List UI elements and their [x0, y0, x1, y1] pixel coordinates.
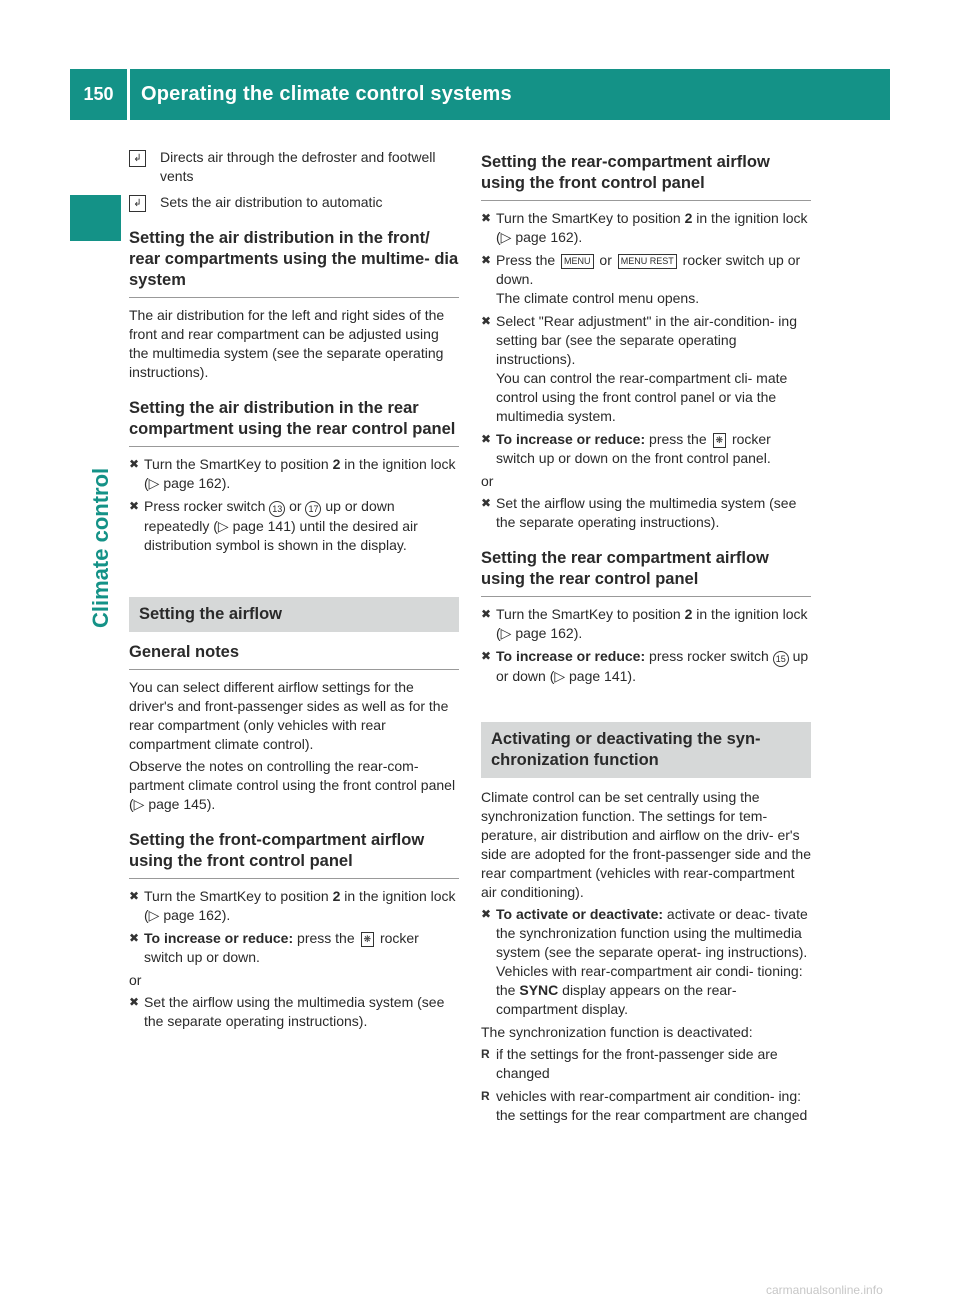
- step-text: Press rocker switch: [144, 498, 270, 514]
- symbol-row-defrost: [129, 148, 459, 186]
- heading: Setting the air distribution in the front/ rear compartments using the multime- dia system: [129, 228, 459, 298]
- right-column: [481, 148, 811, 1129]
- step-bold: To increase or reduce:: [496, 431, 646, 447]
- section-heading: Setting the airflow: [129, 597, 459, 632]
- step-text: press the: [293, 930, 359, 946]
- step: [481, 905, 811, 1019]
- paragraph: The synchronization function is deactivated:: [481, 1024, 753, 1040]
- symbol-description: Directs air through the defroster and footwell vents: [160, 149, 436, 184]
- step-arrow-icon: ✖: [481, 432, 492, 446]
- section-heading: Activating or deactivating the syn- chronization function: [481, 722, 811, 778]
- step-arrow-icon: ✖: [129, 889, 140, 903]
- step-text: in the ignition lock (▷ page 162).: [144, 888, 456, 923]
- heading: Setting the rear compartment airflow using the rear control panel: [481, 548, 811, 597]
- step: [129, 497, 459, 555]
- heading: Setting the air distribution in the rear compartment using the rear control panel: [129, 398, 459, 447]
- step-bold: To increase or reduce:: [496, 648, 646, 664]
- step-arrow-icon: ✖: [129, 931, 140, 945]
- step-bold: 2: [684, 606, 693, 622]
- step-text: Turn the SmartKey to position: [144, 456, 333, 472]
- bullet-text: if the settings for the front-passenger side are changed: [496, 1046, 778, 1081]
- step: [129, 993, 459, 1031]
- step-text: rocker switch up or down.: [496, 252, 801, 287]
- step-text: press rocker switch: [645, 648, 773, 664]
- step-text: rocker switch up or down.: [144, 930, 419, 965]
- step-text: or: [285, 498, 306, 514]
- switch-15-icon: 15: [773, 651, 789, 667]
- step-text: Press the: [496, 252, 560, 268]
- step-text: display appears on the rear-compartment display.: [496, 982, 737, 1017]
- step-bold: To activate or deactivate:: [496, 906, 664, 922]
- page-title: Operating the climate control systems: [141, 83, 512, 105]
- step-arrow-icon: ✖: [129, 995, 140, 1009]
- side-tab-block: [70, 195, 121, 241]
- page-number: 150: [83, 84, 114, 104]
- or-text: or: [481, 473, 494, 489]
- step-arrow-icon: ✖: [481, 649, 492, 663]
- step-arrow-icon: ✖: [481, 314, 492, 328]
- step-text: Select "Rear adjustment" in the air-condition- ing setting bar (see the separate operating instructions).: [496, 313, 797, 367]
- paragraph: The air distribution for the left and right sides of the front and rear compartment can be adjusted using the multimedia system (see the separate operating instructions).: [129, 307, 445, 380]
- step-text: in the ignition lock (▷ page 162).: [496, 606, 808, 641]
- symbol-row-auto: [129, 193, 459, 212]
- step-arrow-icon: ✖: [129, 457, 140, 471]
- step-text: or: [595, 252, 616, 268]
- heading: General notes: [129, 642, 459, 670]
- step: [129, 887, 459, 925]
- step-text: in the ignition lock (▷ page 162).: [144, 456, 456, 491]
- defrost-footwell-icon: ↲: [129, 150, 146, 167]
- step-arrow-icon: ✖: [481, 496, 492, 510]
- bullet: [481, 1045, 811, 1083]
- step: [481, 209, 811, 247]
- heading: Setting the rear-compartment airflow using the front control panel: [481, 152, 811, 201]
- step-text: rocker switch up or down on the front control panel.: [496, 431, 771, 466]
- step-text: up or down repeatedly (▷ page 141) until the desired air distribution symbol is shown in the display.: [144, 498, 418, 553]
- fan-icon: ❋: [361, 932, 375, 947]
- bullet-text: vehicles with rear-compartment air condition- ing: the settings for the rear compartment are changed: [496, 1088, 808, 1123]
- step-text: Turn the SmartKey to position: [496, 210, 685, 226]
- auto-air-icon: ↲: [129, 195, 146, 212]
- step-text: Set the airflow using the multimedia system (see the separate operating instructions).: [144, 994, 445, 1029]
- step-text: up or down (▷ page 141).: [496, 648, 809, 684]
- step: [481, 312, 811, 426]
- step-text: activate or deac- tivate the synchronization function using the multimedia system (see the separate operat- ing instructions).: [496, 906, 808, 960]
- step-text: You can control the rear-compartment cli- mate control using the front control panel or via the multimedia system.: [496, 370, 788, 424]
- step-bold: 2: [332, 456, 341, 472]
- left-column: [129, 148, 459, 1035]
- step-arrow-icon: ✖: [129, 499, 140, 513]
- symbol-description: Sets the air distribution to automatic: [160, 194, 383, 210]
- menu-key-icon: MENU: [561, 254, 594, 269]
- side-tab-label: Climate control: [88, 467, 113, 628]
- step-text: in the ignition lock (▷ page 162).: [496, 210, 808, 245]
- paragraph: Climate control can be set centrally using the synchronization function. The settings for tem- perature, air distribution and airflow on the driv- er's side are adopted for the front-passenger side and the rear compartment (vehicles with rear-compartment air conditioning).: [481, 789, 811, 900]
- bullet-icon: R: [481, 1089, 490, 1103]
- or-text: or: [129, 972, 142, 988]
- step-arrow-icon: ✖: [481, 607, 492, 621]
- bullet: [481, 1087, 811, 1125]
- step-bold: To increase or reduce:: [144, 930, 294, 946]
- step-bold: 2: [332, 888, 341, 904]
- heading: Setting the front-compartment airflow using the front control panel: [129, 830, 459, 879]
- step: [481, 647, 811, 686]
- step-text: Turn the SmartKey to position: [496, 606, 685, 622]
- step-text: The climate control menu opens.: [496, 290, 700, 306]
- fan-icon: ❋: [713, 433, 727, 448]
- footer-watermark: carmanualsonline.info: [766, 1283, 883, 1297]
- header-divider: [127, 69, 130, 120]
- step: [129, 929, 459, 967]
- step-text: Vehicles with rear-compartment air condi- tioning: the: [496, 963, 803, 998]
- step-text: Turn the SmartKey to position: [144, 888, 333, 904]
- step-bold: SYNC: [519, 982, 559, 998]
- step-arrow-icon: ✖: [481, 211, 492, 225]
- switch-17-icon: 17: [305, 501, 321, 517]
- step: [481, 605, 811, 643]
- step-bold: 2: [684, 210, 693, 226]
- step: [481, 251, 811, 308]
- step: [129, 455, 459, 493]
- switch-13-icon: 13: [269, 501, 285, 517]
- step: [481, 494, 811, 532]
- step-arrow-icon: ✖: [481, 907, 492, 921]
- step-text: Set the airflow using the multimedia system (see the separate operating instructions).: [496, 495, 797, 530]
- paragraph: Observe the notes on controlling the rear-com- partment climate control using the front control panel (▷ page 145).: [129, 758, 456, 812]
- menu-rest-key-icon: MENU REST: [618, 254, 677, 269]
- bullet-icon: R: [481, 1047, 490, 1061]
- step: [481, 430, 811, 468]
- paragraph: You can select different airflow settings for the driver's and front-passenger sides as well as for the rear compartment (only vehicles with rear compartment climate control).: [129, 679, 449, 752]
- step-arrow-icon: ✖: [481, 253, 492, 267]
- step-text: press the: [645, 431, 711, 447]
